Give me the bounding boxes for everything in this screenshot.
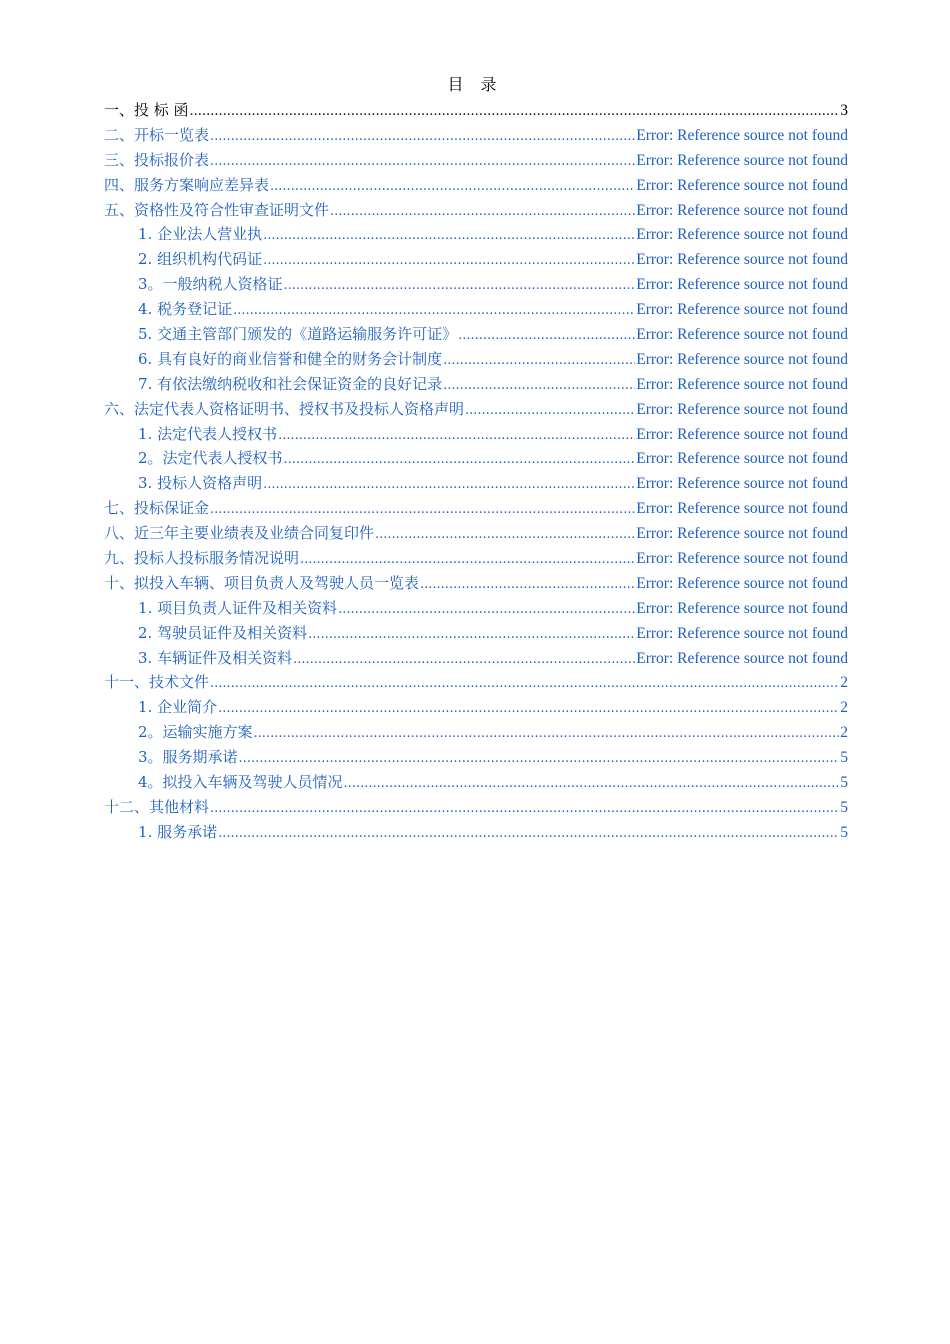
toc-entry-page: Error: Reference source not found: [636, 525, 848, 543]
dot-leader: [218, 697, 839, 722]
toc-entry-text: 1. 企业法人营业执: [138, 225, 263, 244]
toc-entry-page: Error: Reference source not found: [636, 350, 848, 368]
toc-entry-page: Error: Reference source not found: [636, 201, 848, 219]
dot-leader: [308, 623, 635, 648]
dot-leader: [465, 399, 635, 424]
toc-entry-text: 九、投标人投标服务情况说明: [104, 549, 300, 568]
dot-leader: [233, 299, 635, 324]
toc-entry-page: Error: Reference source not found: [636, 276, 848, 294]
toc-entry-text: 1. 项目负责人证件及相关资料: [138, 598, 338, 617]
toc-entry-page: 5: [840, 798, 848, 816]
toc-entry-text: 1. 服务承诺: [138, 822, 218, 841]
dot-leader: [239, 747, 840, 772]
toc-entry[interactable]: [104, 222, 848, 247]
toc-entry[interactable]: [104, 496, 848, 521]
toc-entry[interactable]: [104, 372, 848, 397]
toc-entry[interactable]: [104, 98, 848, 123]
toc-entry[interactable]: [104, 347, 848, 372]
toc-entry-page: Error: Reference source not found: [636, 226, 848, 244]
toc-entry-text: 2。法定代表人授权书: [138, 449, 283, 468]
toc-entry-page: Error: Reference source not found: [636, 400, 848, 418]
dot-leader: [190, 100, 840, 125]
toc-entry-text: 1. 企业简介: [138, 698, 218, 717]
toc-entry-page: 2: [840, 674, 848, 692]
toc-entry[interactable]: [104, 422, 848, 447]
toc-entry[interactable]: [104, 446, 848, 471]
toc-entry-text: 七、投标保证金: [104, 499, 210, 518]
toc-entry-page: Error: Reference source not found: [636, 649, 848, 667]
dot-leader: [210, 672, 839, 697]
toc-entry[interactable]: [104, 297, 848, 322]
table-of-contents: [104, 98, 848, 845]
toc-entry[interactable]: [104, 571, 848, 596]
toc-entry-text: 八、近三年主要业绩表及业绩合同复印件: [104, 524, 375, 543]
toc-entry-text: 6. 具有良好的商业信誉和健全的财务会计制度: [138, 349, 443, 368]
dot-leader: [443, 374, 635, 399]
toc-entry-page: 5: [840, 749, 848, 767]
toc-entry-text: 五、资格性及符合性审查证明文件: [104, 200, 330, 219]
dot-leader: [458, 324, 635, 349]
toc-entry-text: 3。服务期承诺: [138, 748, 238, 767]
dot-leader: [263, 249, 635, 274]
toc-entry-text: 3. 车辆证件及相关资料: [138, 648, 293, 667]
toc-entry[interactable]: [104, 521, 848, 546]
toc-entry-page: Error: Reference source not found: [636, 550, 848, 568]
toc-entry-page: Error: Reference source not found: [636, 301, 848, 319]
toc-entry-page: Error: Reference source not found: [636, 176, 848, 194]
toc-entry[interactable]: [104, 397, 848, 422]
toc-entry-text: 2. 组织机构代码证: [138, 250, 263, 269]
toc-entry-page: 2: [840, 699, 848, 717]
toc-entry[interactable]: [104, 247, 848, 272]
toc-title: 目 录: [447, 75, 503, 94]
toc-entry-page: Error: Reference source not found: [636, 599, 848, 617]
dot-leader: [218, 822, 839, 847]
toc-entry[interactable]: [104, 720, 848, 745]
dot-leader: [254, 722, 840, 747]
toc-entry-page: Error: Reference source not found: [636, 425, 848, 443]
dot-leader: [263, 473, 635, 498]
toc-entry[interactable]: [104, 670, 848, 695]
dot-leader: [293, 648, 635, 673]
dot-leader: [278, 424, 635, 449]
dot-leader: [420, 573, 635, 598]
toc-entry-page: 5: [840, 774, 848, 792]
toc-entry-text: 二、开标一览表: [104, 125, 210, 144]
toc-entry[interactable]: [104, 173, 848, 198]
dot-leader: [210, 498, 635, 523]
toc-entry[interactable]: [104, 695, 848, 720]
toc-entry-page: Error: Reference source not found: [636, 375, 848, 393]
dot-leader: [344, 772, 840, 797]
toc-entry-page: 5: [840, 823, 848, 841]
toc-entry-page: 3: [840, 102, 848, 119]
toc-entry[interactable]: [104, 471, 848, 496]
toc-entry[interactable]: [104, 546, 848, 571]
toc-entry[interactable]: [104, 646, 848, 671]
toc-entry-page: Error: Reference source not found: [636, 500, 848, 518]
toc-entry[interactable]: [104, 322, 848, 347]
dot-leader: [210, 125, 635, 150]
toc-entry-page: Error: Reference source not found: [636, 624, 848, 642]
toc-entry-page: Error: Reference source not found: [636, 151, 848, 169]
toc-entry[interactable]: [104, 795, 848, 820]
toc-entry-text: 4. 税务登记证: [138, 300, 233, 319]
dot-leader: [375, 523, 635, 548]
dot-leader: [210, 150, 635, 175]
toc-entry-text: 2. 驾驶员证件及相关资料: [138, 623, 308, 642]
toc-entry-text: 三、投标报价表: [104, 150, 210, 169]
toc-entry-text: 十、拟投入车辆、项目负责人及驾驶人员一览表: [104, 573, 420, 592]
toc-entry-text: 十二、其他材料: [104, 797, 210, 816]
toc-entry-page: Error: Reference source not found: [636, 574, 848, 592]
dot-leader: [338, 598, 635, 623]
toc-entry-page: Error: Reference source not found: [636, 326, 848, 344]
toc-entry-text: 十一、技术文件: [104, 673, 210, 692]
dot-leader: [270, 175, 635, 200]
toc-entry[interactable]: [104, 272, 848, 297]
toc-entry-page: Error: Reference source not found: [636, 251, 848, 269]
toc-entry-page: Error: Reference source not found: [636, 475, 848, 493]
dot-leader: [284, 448, 636, 473]
dot-leader: [284, 274, 636, 299]
toc-entry[interactable]: [104, 820, 848, 845]
toc-entry-text: 六、法定代表人资格证明书、授权书及投标人资格声明: [104, 399, 465, 418]
toc-entry[interactable]: [104, 198, 848, 223]
toc-entry[interactable]: [104, 770, 848, 795]
toc-entry[interactable]: [104, 621, 848, 646]
dot-leader: [443, 349, 635, 374]
toc-entry-page: Error: Reference source not found: [636, 450, 848, 468]
toc-entry[interactable]: [104, 745, 848, 770]
toc-entry-text: 7. 有依法缴纳税收和社会保证资金的良好记录: [138, 374, 443, 393]
toc-entry-text: 2。运输实施方案: [138, 723, 253, 742]
toc-entry-text: 4。拟投入车辆及驾驶人员情况: [138, 773, 343, 792]
dot-leader: [330, 200, 635, 225]
toc-entry[interactable]: [104, 596, 848, 621]
toc-entry-text: 5. 交通主管部门颁发的《道路运输服务许可证》: [138, 325, 458, 344]
toc-entry[interactable]: [104, 148, 848, 173]
toc-entry-text: 3。一般纳税人资格证: [138, 275, 283, 294]
dot-leader: [210, 797, 839, 822]
dot-leader: [300, 548, 635, 573]
toc-entry-page: 2: [840, 724, 848, 742]
toc-entry-text: 1. 法定代表人授权书: [138, 424, 278, 443]
toc-entry-text: 四、服务方案响应差异表: [104, 175, 270, 194]
toc-entry-page: Error: Reference source not found: [636, 126, 848, 144]
toc-entry-text: 一、投 标 函: [104, 101, 189, 119]
toc-entry[interactable]: [104, 123, 848, 148]
dot-leader: [263, 224, 635, 249]
toc-entry-text: 3. 投标人资格声明: [138, 474, 263, 493]
